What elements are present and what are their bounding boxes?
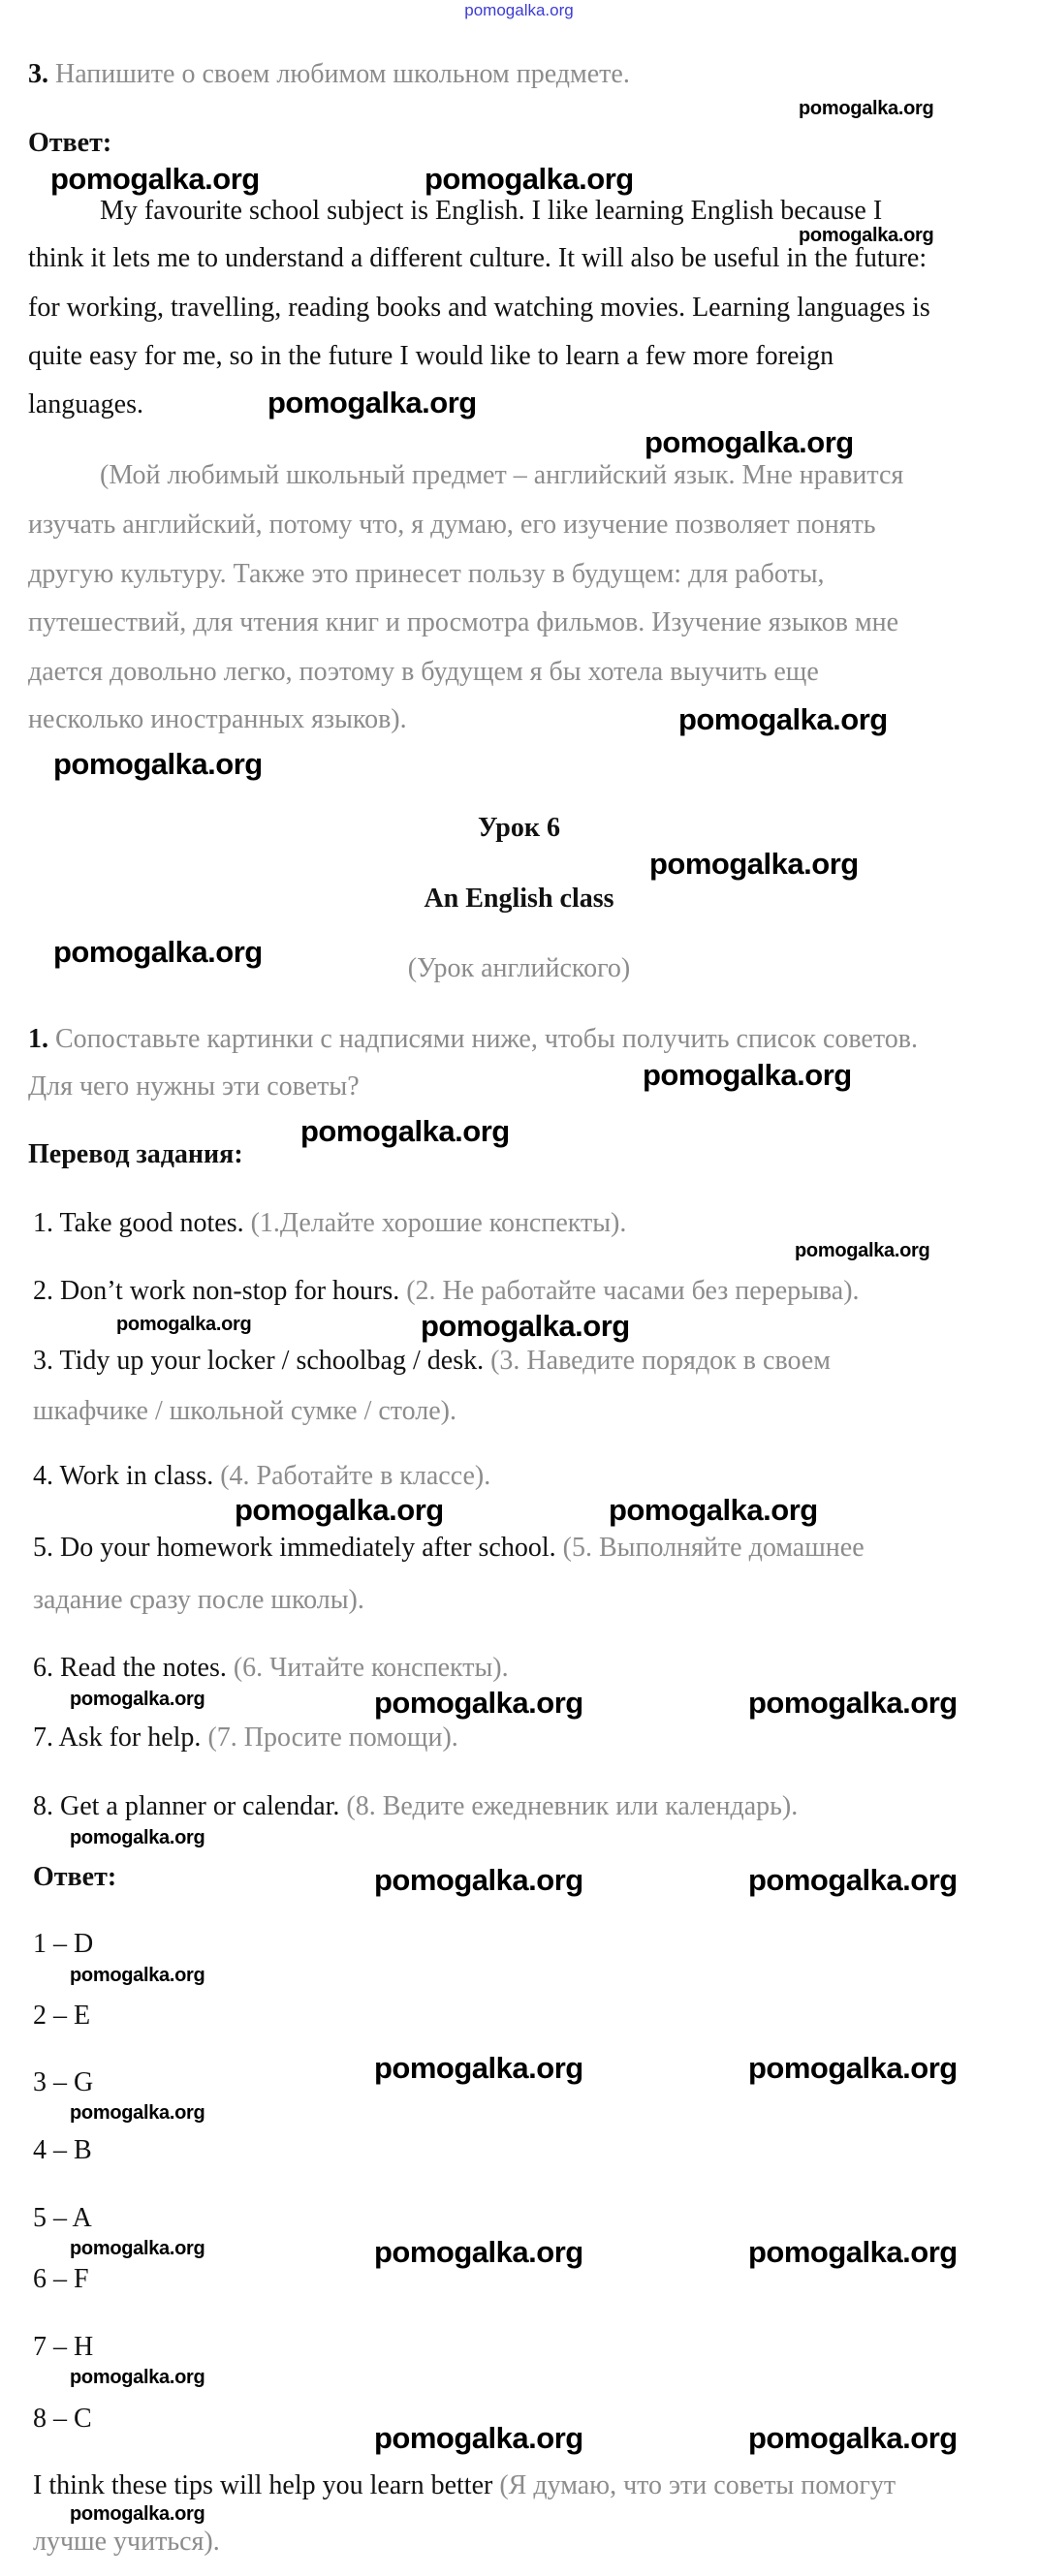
lesson-subtitle-translation: (Урок английского): [407, 953, 631, 983]
answer-item: 8 – C: [33, 2404, 92, 2434]
conclusion: I think these tips will help you learn better (Я думаю, что эти советы помогут: [33, 2470, 896, 2500]
answer-line: for working, travelling, reading books and watching movies. Learning languages is: [28, 293, 930, 323]
watermark-small: pomogalka.org: [70, 2238, 205, 2259]
watermark: pomogalka.org: [645, 425, 854, 459]
watermark-small: pomogalka.org: [70, 1827, 205, 1848]
answer-item: 2 – E: [33, 2001, 91, 2031]
watermark: pomogalka.org: [50, 162, 260, 196]
list-item: 3. Tidy up your locker / schoolbag / desk. (3. Наведите порядок в своем: [33, 1346, 831, 1376]
watermark: pomogalka.org: [53, 935, 263, 969]
list-item: 2. Don’t work non-stop for hours. (2. Не работайте часами без перерыва).: [33, 1276, 860, 1306]
watermark-small: pomogalka.org: [70, 1689, 205, 1710]
answer-line: quite easy for me, so in the future I would like to learn a few more foreign: [28, 341, 834, 371]
translation-line: путешествий, для чтения книг и просмотра фильмов. Изучение языков мне: [28, 607, 899, 637]
task-number: 3.: [28, 59, 48, 89]
lesson-subtitle: An English class: [424, 884, 614, 914]
translation-line: изучать английский, потому что, я думаю, его изучение позволяет понять: [28, 510, 876, 540]
watermark: pomogalka.org: [425, 162, 634, 196]
task-text: Напишите о своем любимом школьном предмете.: [55, 59, 630, 89]
lesson-title: Урок 6: [478, 813, 560, 843]
answer-line: My favourite school subject is English. I like learning English because I: [100, 196, 883, 226]
list-item: 5. Do your homework immediately after school. (5. Выполняйте домашнее: [33, 1533, 865, 1563]
task-number: 1.: [28, 1024, 48, 1054]
watermark: pomogalka.org: [235, 1493, 444, 1527]
watermark: pomogalka.org: [374, 2235, 583, 2269]
task-text: Сопоставьте картинки с надписями ниже, чтобы получить список советов.: [55, 1024, 918, 1054]
answer-label: Ответ:: [28, 128, 112, 158]
conclusion-cont: лучше учиться).: [33, 2527, 220, 2557]
watermark-small: pomogalka.org: [799, 98, 934, 119]
list-item: 6. Read the notes. (6. Читайте конспекты).: [33, 1653, 509, 1683]
watermark-small: pomogalka.org: [70, 2503, 205, 2525]
task1-prompt-cont: Для чего нужны эти советы?: [28, 1071, 360, 1102]
list-item: 4. Work in class. (4. Работайте в классе).: [33, 1461, 491, 1491]
watermark: pomogalka.org: [748, 2235, 958, 2269]
watermark: pomogalka.org: [643, 1058, 852, 1092]
watermark: pomogalka.org: [300, 1114, 510, 1148]
answer-item: 5 – A: [33, 2203, 92, 2233]
watermark: pomogalka.org: [649, 847, 859, 881]
watermark-small: pomogalka.org: [799, 225, 934, 246]
list-item-cont: задание сразу после школы).: [33, 1585, 364, 1615]
answer-item: 6 – F: [33, 2264, 89, 2294]
watermark-small: pomogalka.org: [70, 2367, 205, 2388]
watermark: pomogalka.org: [421, 1309, 630, 1343]
translation-line: (Мой любимый школьный предмет – английский язык. Мне нравится: [100, 460, 904, 490]
translation-line: дается довольно легко, поэтому в будущем я бы хотела выучить еще: [28, 657, 819, 687]
watermark: pomogalka.org: [267, 386, 477, 419]
watermark-small: pomogalka.org: [70, 2102, 205, 2124]
watermark: pomogalka.org: [53, 747, 263, 781]
answer-label: Ответ:: [33, 1862, 117, 1892]
translation-line: несколько иностранных языков).: [28, 704, 407, 734]
translation-label: Перевод задания:: [28, 1139, 243, 1169]
watermark: pomogalka.org: [609, 1493, 818, 1527]
answer-item: 4 – B: [33, 2135, 92, 2165]
watermark: pomogalka.org: [748, 2051, 958, 2085]
list-item-cont: шкафчике / школьной сумке / столе).: [33, 1396, 456, 1426]
watermark: pomogalka.org: [748, 2421, 958, 2455]
watermark: pomogalka.org: [374, 1686, 583, 1720]
list-item: 8. Get a planner or calendar. (8. Ведите ежедневник или календарь).: [33, 1791, 799, 1821]
answer-line: languages.: [28, 389, 143, 419]
translation-line: другую культуру. Также это принесет пользу в будущем: для работы,: [28, 559, 825, 589]
watermark-small: pomogalka.org: [116, 1314, 252, 1335]
watermark-small: pomogalka.org: [70, 1965, 205, 1986]
answer-item: 7 – H: [33, 2332, 94, 2362]
list-item: 7. Ask for help. (7. Просите помощи).: [33, 1723, 458, 1753]
watermark: pomogalka.org: [374, 2051, 583, 2085]
watermark-small: pomogalka.org: [795, 1240, 930, 1261]
task1-prompt: [28, 1026, 918, 1053]
answer-line: think it lets me to understand a different culture. It will also be useful in the future:: [28, 243, 928, 273]
watermark: pomogalka.org: [678, 702, 888, 736]
list-item: 1. Take good notes. (1.Делайте хорошие конспекты).: [33, 1208, 627, 1238]
watermark: pomogalka.org: [748, 1686, 958, 1720]
task3-prompt: [28, 61, 630, 88]
answer-item: 1 – D: [33, 1929, 94, 1959]
answer-item: 3 – G: [33, 2067, 94, 2097]
watermark: pomogalka.org: [374, 2421, 583, 2455]
watermark: pomogalka.org: [748, 1863, 958, 1897]
watermark: pomogalka.org: [374, 1863, 583, 1897]
site-link[interactable]: pomogalka.org: [464, 1, 574, 19]
